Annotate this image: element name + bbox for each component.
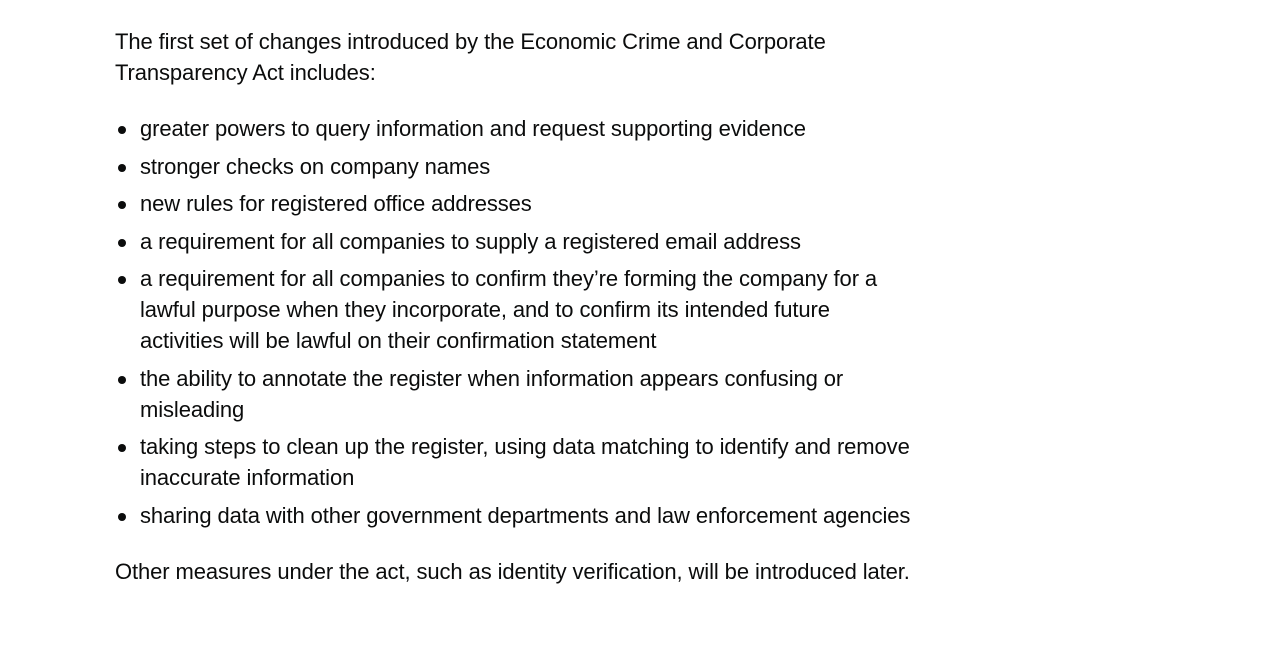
list-item-text: greater powers to query information and request supporting evidence (140, 116, 806, 141)
list-item-text: a requirement for all companies to supply a registered email address (140, 228, 801, 254)
list-item (115, 151, 915, 182)
bullet-icon (118, 239, 126, 247)
list-item (115, 263, 915, 356)
list-item-text: new rules for registered office addresses (140, 191, 532, 216)
list-item-text: a requirement for all companies to confirm they’re forming the company for a lawful purpose when they incorporate, and to confirm its intended future activities will be lawful on their confirmation statement (140, 266, 878, 353)
list-item-text: sharing data with other government departments and law enforcement agencies (140, 502, 911, 528)
bullet-icon (118, 201, 126, 209)
list-item (115, 431, 915, 493)
changes-list (115, 113, 915, 531)
intro-paragraph: The first set of changes introduced by the Economic Crime and Corporate Transparency Act includes: (115, 29, 826, 85)
list-item-text: taking steps to clean up the register, using data matching to identify and remove inaccurate information (140, 434, 910, 490)
list-item (115, 500, 915, 531)
bullet-icon (118, 164, 126, 172)
list-item (115, 188, 915, 219)
list-item-text: stronger checks on company names (140, 153, 491, 179)
article-body (115, 26, 915, 587)
bullet-icon (118, 276, 126, 284)
list-item (115, 363, 915, 425)
outro-paragraph: Other measures under the act, such as identity verification, will be introduced later. (115, 558, 910, 584)
list-item-text: the ability to annotate the register when information appears confusing or misleading (140, 365, 844, 422)
list-item (115, 226, 915, 257)
list-item (115, 113, 915, 144)
bullet-icon (118, 126, 126, 134)
bullet-icon (118, 513, 126, 521)
bullet-icon (118, 376, 126, 384)
bullet-icon (118, 444, 126, 452)
